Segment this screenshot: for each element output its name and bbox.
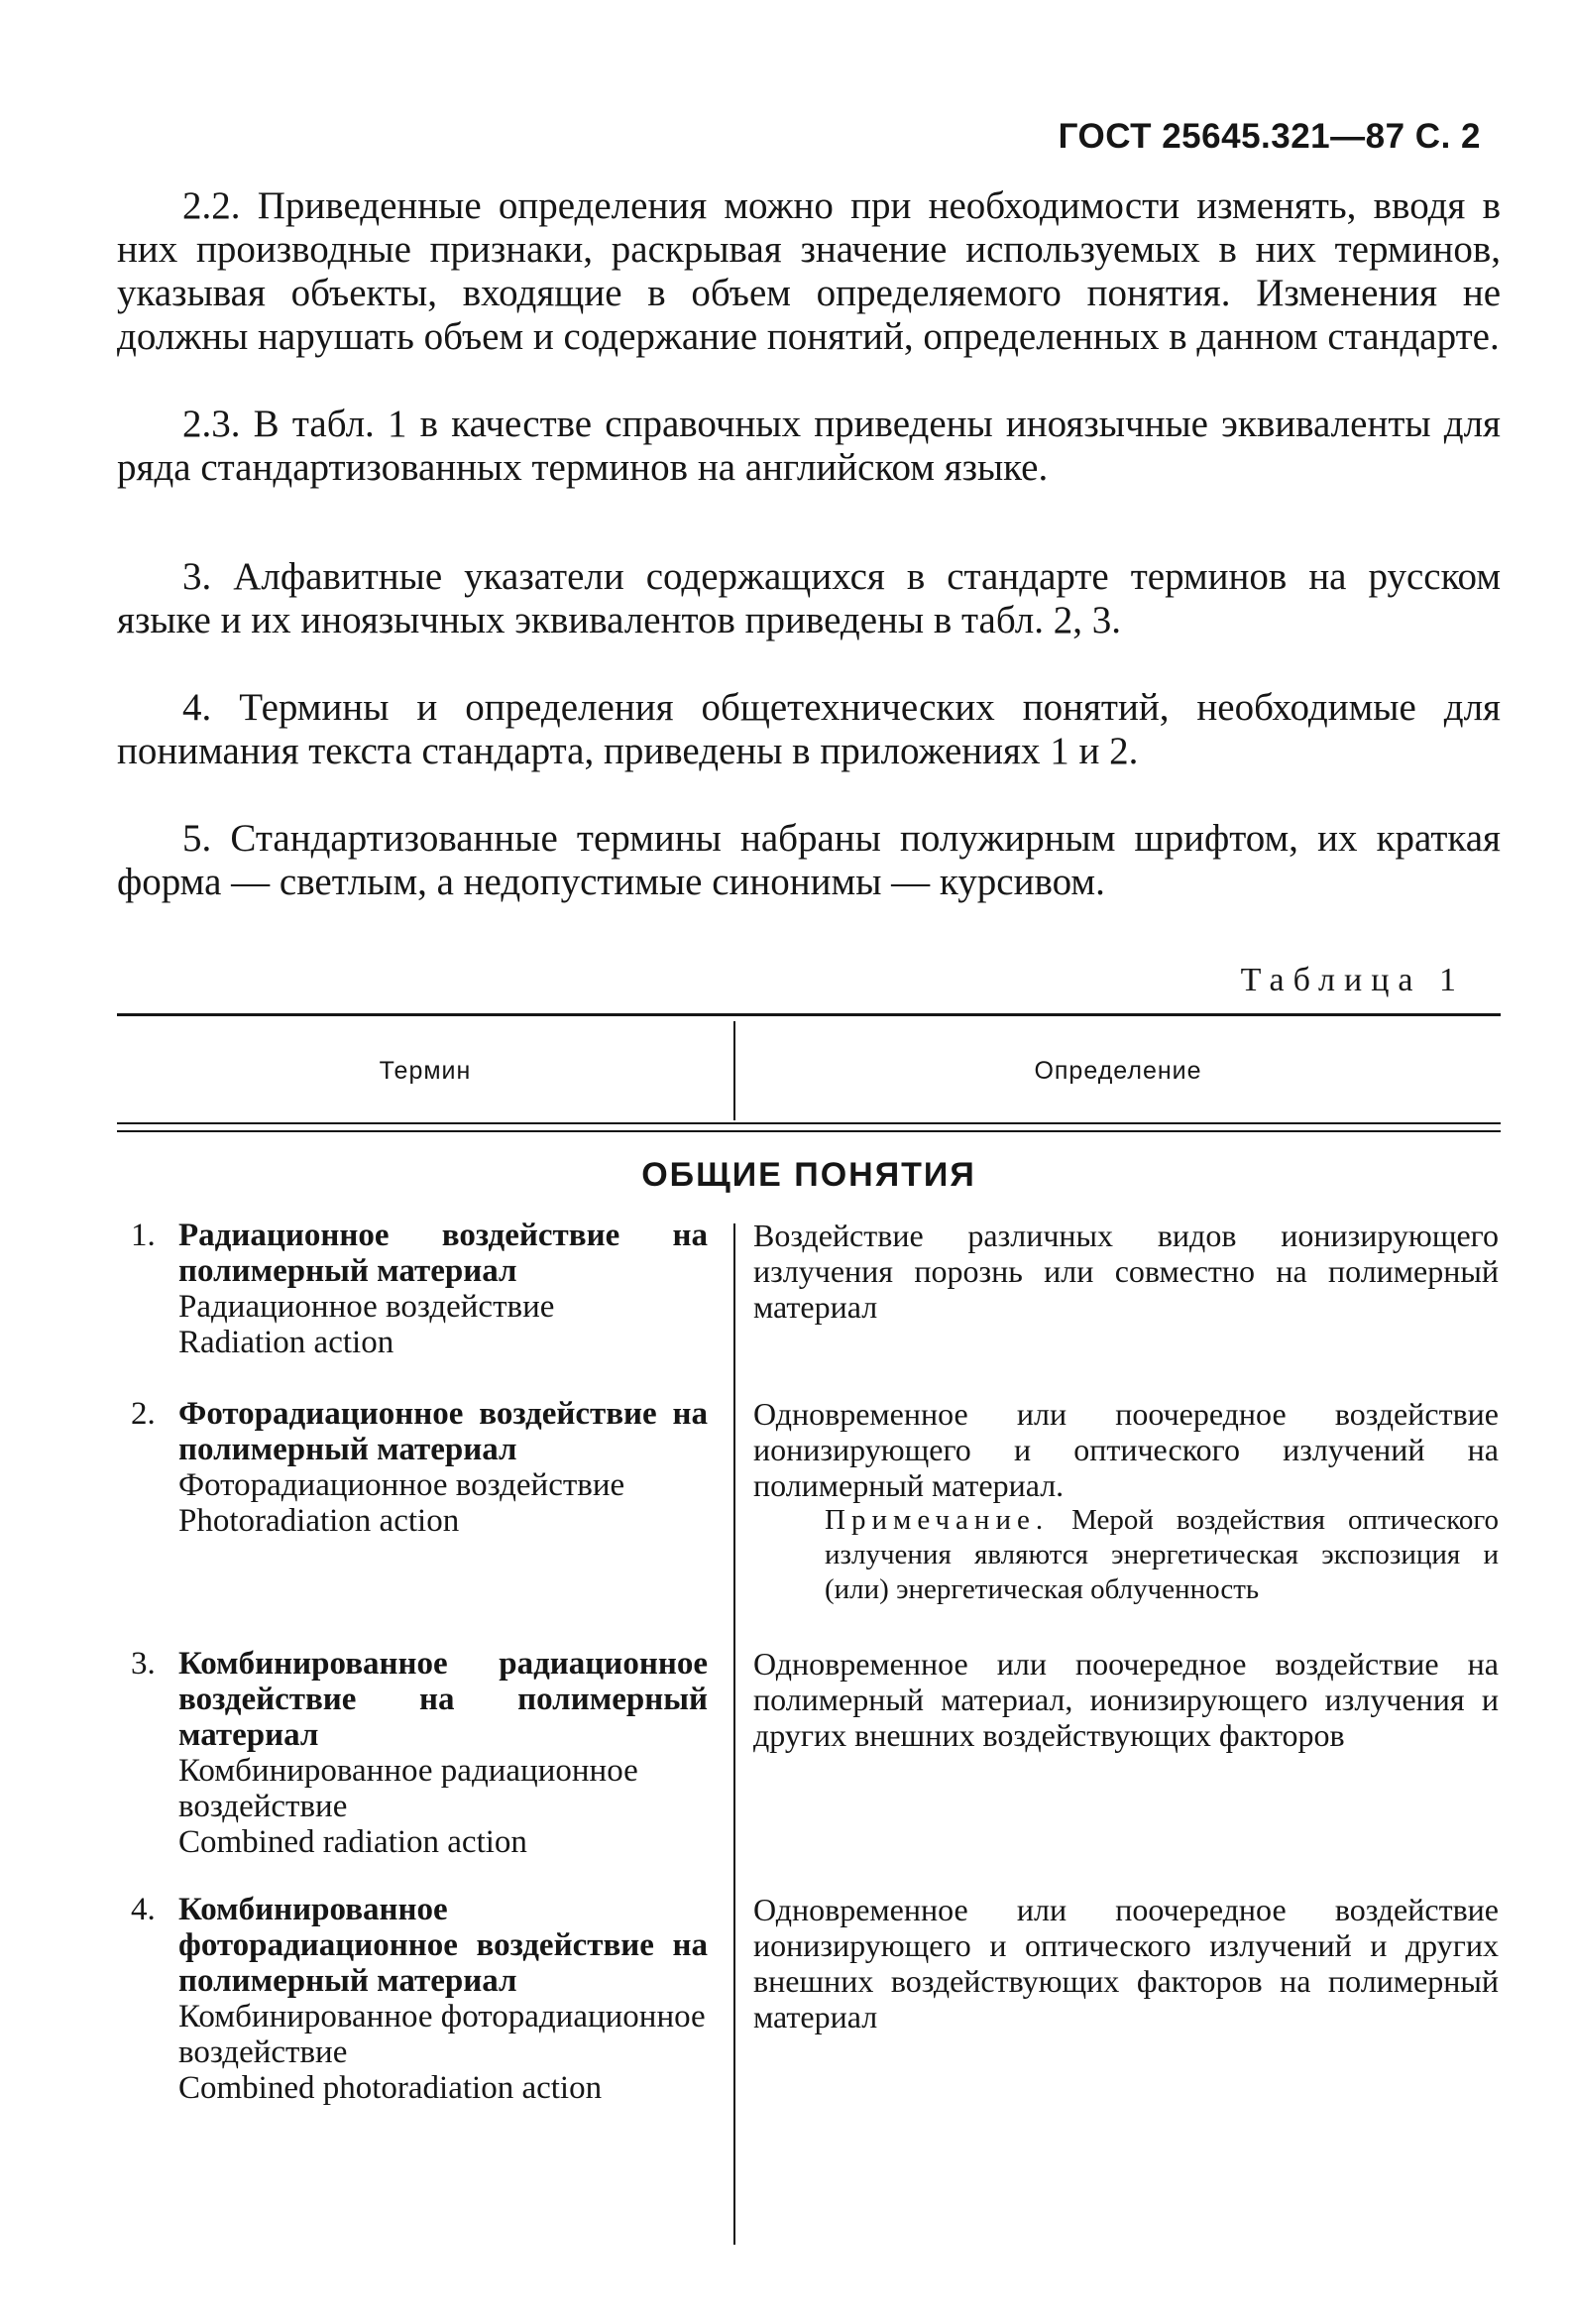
term-number: 1.: [131, 1218, 156, 1253]
paragraph-2-2: 2.2. Приведенные определения можно при необходимости изменять, вводя в них производные признаки, раскрывая значение используемых в них терминов, указывая объекты, входящие в объем определяемого понятия. Изменения не должны нарушать объем и содержание понятий, определенных в данном стандарте.: [117, 184, 1501, 358]
section-title: ОБЩИЕ ПОНЯТИЯ: [641, 1156, 976, 1194]
term-name: Радиационное воздействие на полимерный материал: [178, 1218, 708, 1289]
paragraph-2-3: 2.3. В табл. 1 в качестве справочных приведены иноязычные эквиваленты для ряда стандартизованных терминов на английском языке.: [117, 403, 1501, 489]
term-english: Photoradiation action: [178, 1503, 460, 1539]
term-name: Комбинированное фоторадиационное воздействие на полимерный материал: [178, 1892, 708, 1999]
term-number: 4.: [131, 1892, 156, 1927]
table-header-rule-1: [117, 1122, 1501, 1124]
paragraph-5: 5. Стандартизованные термины набраны полужирным шрифтом, их краткая форма — светлым, а недопустимые синонимы — курсивом.: [117, 817, 1501, 903]
note-text: Мерой воздействия оптического излучения являются энергетическая экспозиция и (или) энергетическая облученность: [825, 1504, 1500, 1605]
term-short-form: Комбинированное радиационное воздействие: [178, 1753, 638, 1824]
column-header-term: Термин: [379, 1057, 472, 1085]
page-header: ГОСТ 25645.321—87 С. 2: [1058, 117, 1481, 156]
term-english: Radiation action: [178, 1325, 394, 1360]
table-top-rule: [117, 1013, 1501, 1016]
term-name: Фоторадиационное воздействие на полимерный материал: [178, 1396, 708, 1467]
table-row-term: [131, 1396, 708, 1539]
term-short-form: Комбинированное фоторадиационное воздействие: [178, 1999, 706, 2070]
paragraph-4: 4. Термины и определения общетехнических понятий, необходимые для понимания текста стандарта, приведены в приложениях 1 и 2.: [117, 686, 1501, 772]
term-number: 2.: [131, 1396, 156, 1432]
paragraph-3: 3. Алфавитные указатели содержащихся в стандарте терминов на русском языке и их иноязычных эквивалентов приведены в табл. 2, 3.: [117, 555, 1501, 641]
term-number: 3.: [131, 1646, 156, 1682]
table-row-term: [131, 1892, 708, 2106]
definition-note: [825, 1503, 1499, 1607]
term-name: Комбинированное радиационное воздействие на полимерный материал: [178, 1646, 708, 1753]
term-short-form: Фоторадиационное воздействие: [178, 1467, 625, 1503]
table-row-definition: Одновременное или поочередное воздействие на полимерный материал, ионизирующего излучения и других внешних воздействующих факторов: [753, 1646, 1499, 1753]
table-header-rule-2: [117, 1130, 1501, 1132]
table-column-divider: [733, 1223, 735, 2245]
table-row-definition: Одновременное или поочередное воздействие ионизирующего и оптического излучений и других внешних воздействующих факторов на полимерный материал: [753, 1892, 1499, 2034]
table-row-definition: [753, 1396, 1499, 1607]
definition-text: Одновременное или поочередное воздействие ионизирующего и оптического излучений на полимерный материал.: [753, 1396, 1499, 1503]
table-row-term: [131, 1646, 708, 1860]
column-header-definition: Определение: [1034, 1057, 1202, 1085]
term-short-form: Радиационное воздействие: [178, 1289, 555, 1325]
term-english: Combined photoradiation action: [178, 2070, 603, 2106]
table-row-definition: Воздействие различных видов ионизирующего излучения порознь или совместно на полимерный материал: [753, 1218, 1499, 1325]
table-row-term: [131, 1218, 708, 1360]
table-caption: Таблица 1: [1240, 962, 1465, 998]
term-english: Combined radiation action: [178, 1824, 527, 1860]
note-label: Примечание.: [825, 1504, 1050, 1536]
